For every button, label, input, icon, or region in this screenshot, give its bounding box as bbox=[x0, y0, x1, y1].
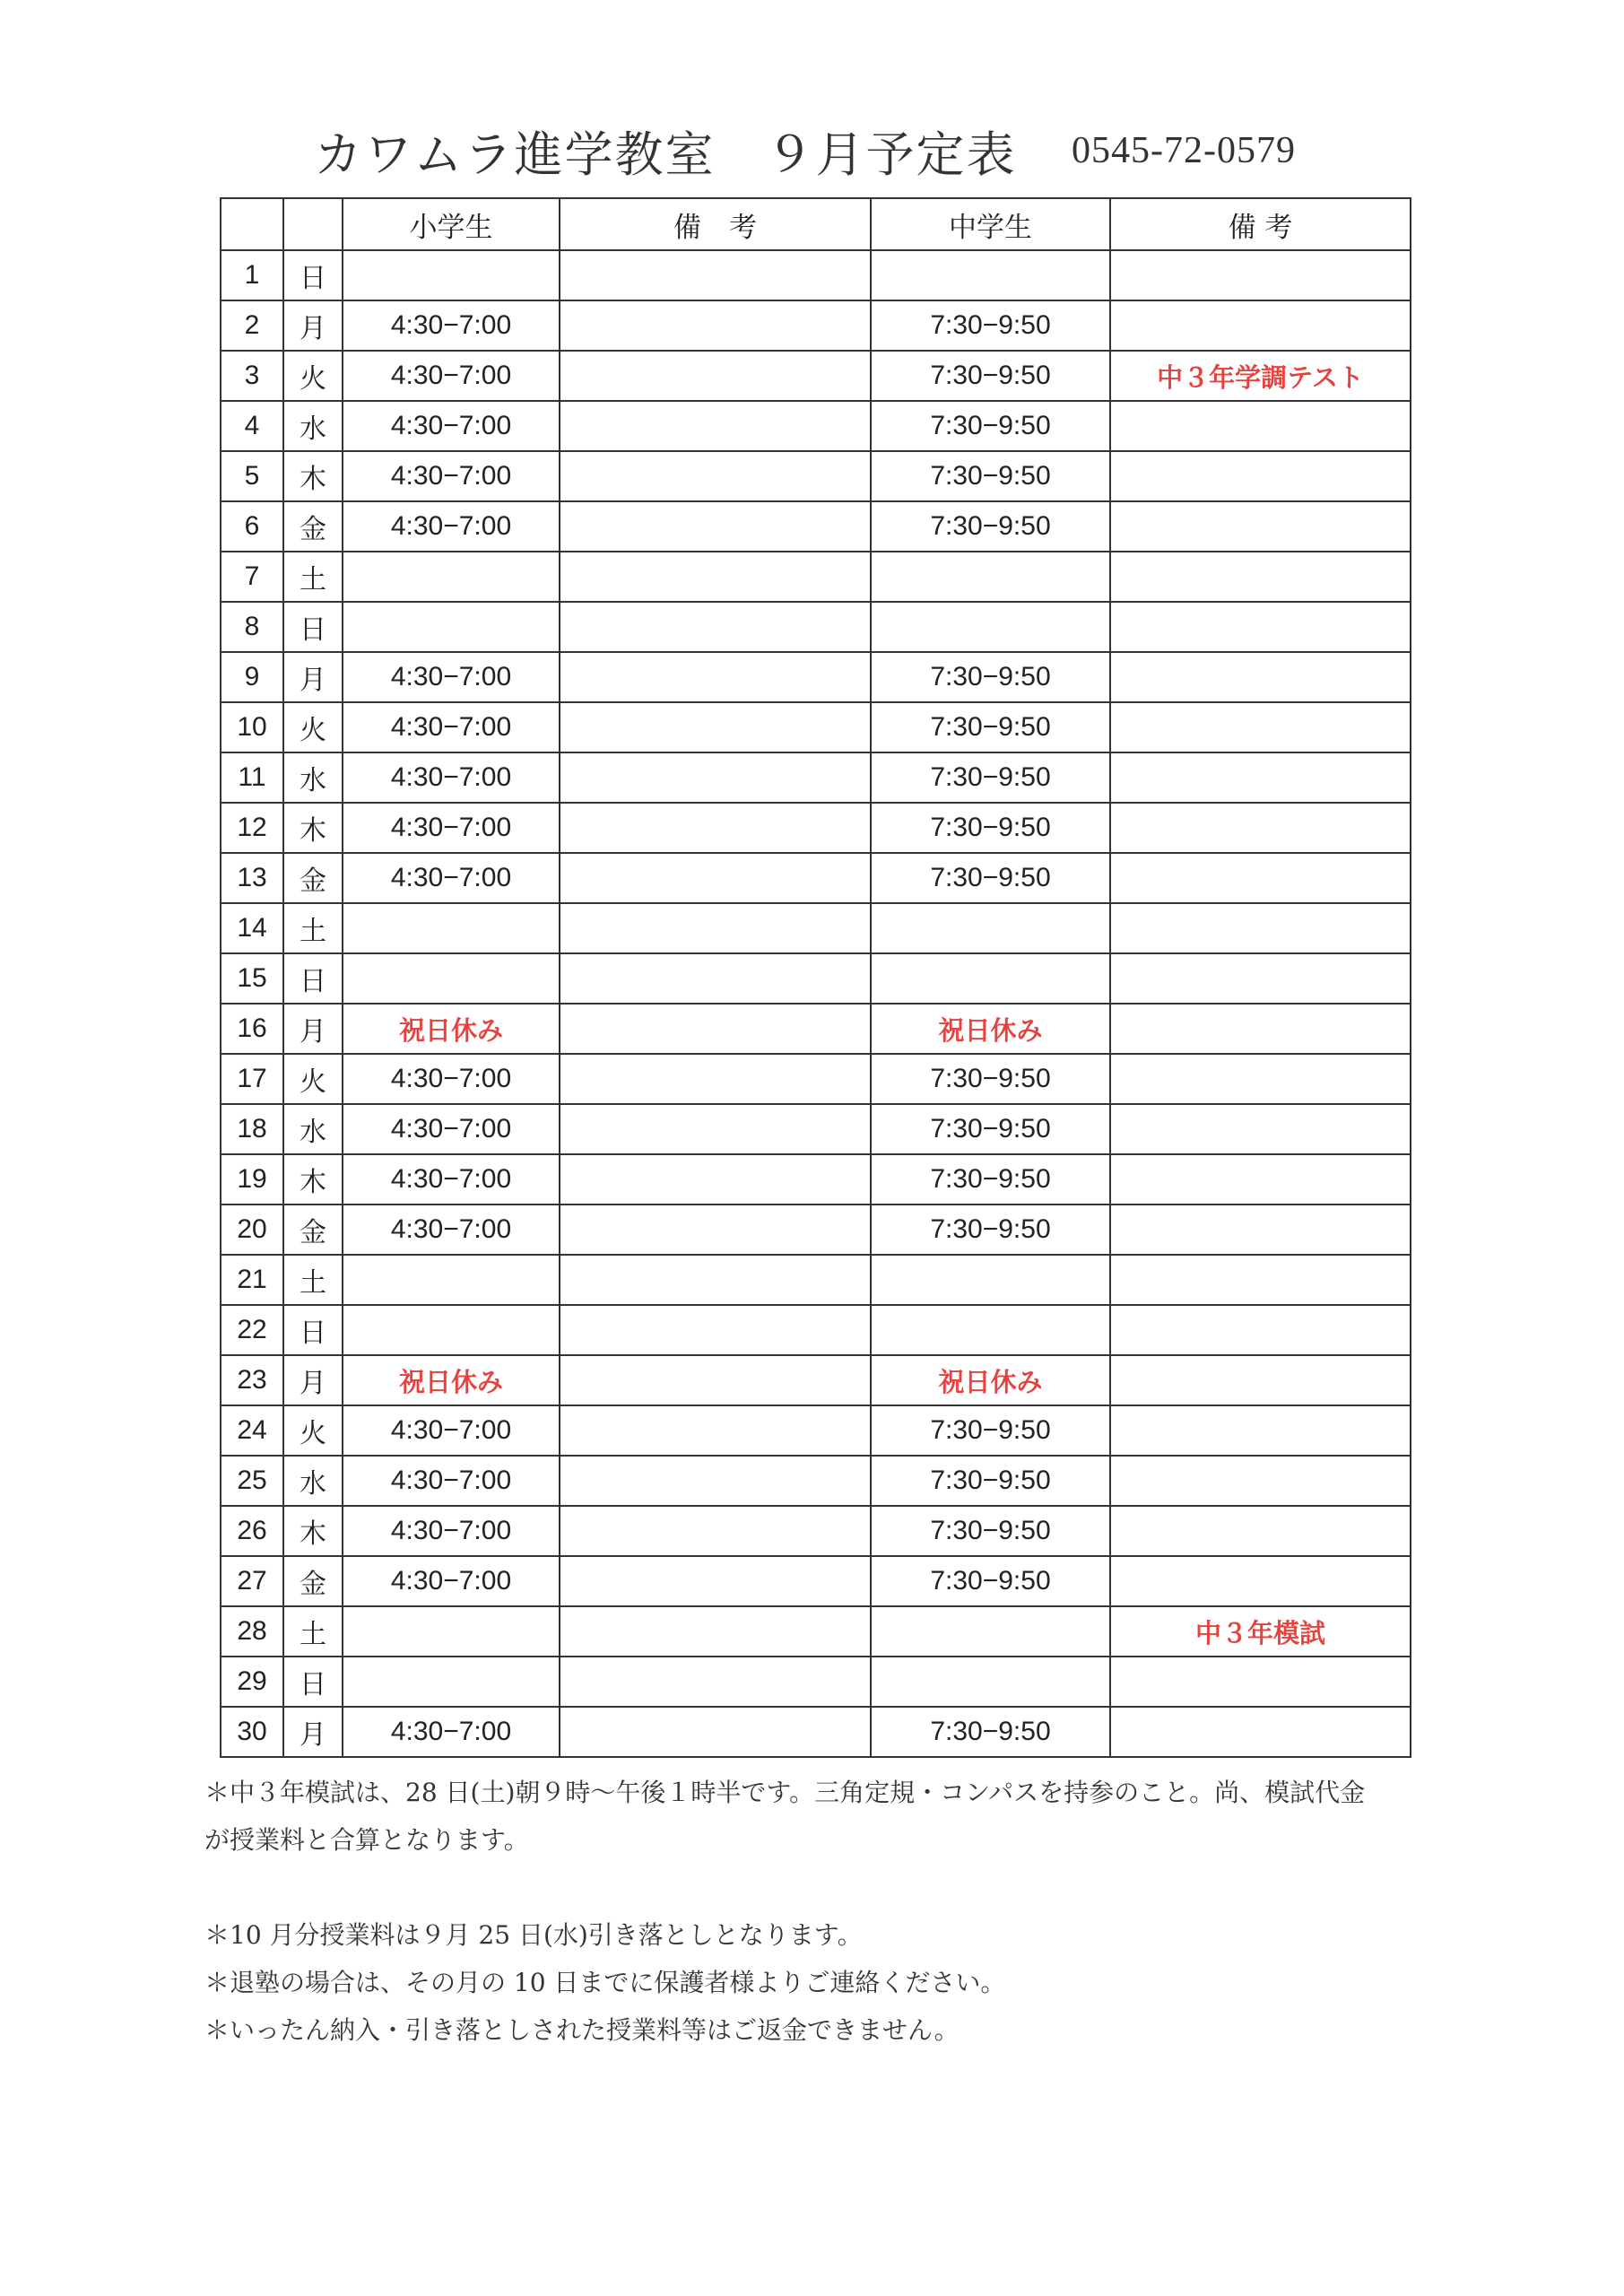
middle-note-cell bbox=[1110, 1104, 1411, 1154]
weekday-cell: 火 bbox=[283, 351, 343, 401]
elementary-note-cell bbox=[560, 1506, 871, 1556]
date-cell: 16 bbox=[221, 1004, 283, 1054]
elementary-note-cell bbox=[560, 1456, 871, 1506]
elementary-note-cell bbox=[560, 351, 871, 401]
weekday-cell: 金 bbox=[283, 853, 343, 903]
middle-time-cell: 7:30−9:50 bbox=[871, 351, 1110, 401]
date-cell: 9 bbox=[221, 652, 283, 702]
elementary-time-cell: 祝日休み bbox=[343, 1355, 560, 1405]
elementary-time-cell: 4:30−7:00 bbox=[343, 401, 560, 451]
weekday-cell: 土 bbox=[283, 552, 343, 602]
elementary-time-cell: 4:30−7:00 bbox=[343, 501, 560, 552]
date-cell: 11 bbox=[221, 752, 283, 803]
table-row bbox=[221, 602, 1411, 652]
weekday-cell: 日 bbox=[283, 250, 343, 300]
elementary-note-cell bbox=[560, 1707, 871, 1757]
col-header-elementary: 小学生 bbox=[343, 198, 560, 250]
note-mock-exam-cont: が授業料と合算となります。 bbox=[204, 1825, 529, 1855]
schedule-body bbox=[221, 250, 1411, 1757]
elementary-time-cell: 4:30−7:00 bbox=[343, 1405, 560, 1456]
table-row bbox=[221, 1255, 1411, 1305]
date-cell: 26 bbox=[221, 1506, 283, 1556]
middle-note-cell bbox=[1110, 501, 1411, 552]
table-row bbox=[221, 1154, 1411, 1205]
table-row bbox=[221, 1606, 1411, 1657]
weekday-cell: 木 bbox=[283, 1506, 343, 1556]
date-cell: 28 bbox=[221, 1606, 283, 1657]
middle-time-cell: 7:30−9:50 bbox=[871, 803, 1110, 853]
middle-note-cell bbox=[1110, 1054, 1411, 1104]
middle-note-cell bbox=[1110, 652, 1411, 702]
table-row bbox=[221, 1355, 1411, 1405]
middle-note-cell bbox=[1110, 1556, 1411, 1606]
table-row bbox=[221, 752, 1411, 803]
table-row bbox=[221, 702, 1411, 752]
page-title: カワムラ進学教室 ９月予定表 bbox=[314, 126, 1017, 183]
middle-time-cell bbox=[871, 250, 1110, 300]
date-cell: 8 bbox=[221, 602, 283, 652]
elementary-time-cell: 4:30−7:00 bbox=[343, 1104, 560, 1154]
table-row bbox=[221, 552, 1411, 602]
middle-time-cell: 7:30−9:50 bbox=[871, 1556, 1110, 1606]
middle-time-cell: 7:30−9:50 bbox=[871, 401, 1110, 451]
date-cell: 25 bbox=[221, 1456, 283, 1506]
middle-time-cell bbox=[871, 1657, 1110, 1707]
col-header-elementary-notes: 備 考 bbox=[560, 198, 871, 250]
middle-time-cell: 7:30−9:50 bbox=[871, 1456, 1110, 1506]
date-cell: 29 bbox=[221, 1657, 283, 1707]
elementary-note-cell bbox=[560, 501, 871, 552]
table-row bbox=[221, 1004, 1411, 1054]
elementary-note-cell bbox=[560, 552, 871, 602]
date-cell: 1 bbox=[221, 250, 283, 300]
table-row bbox=[221, 1405, 1411, 1456]
weekday-cell: 水 bbox=[283, 401, 343, 451]
date-cell: 20 bbox=[221, 1205, 283, 1255]
table-row bbox=[221, 1054, 1411, 1104]
elementary-note-cell bbox=[560, 752, 871, 803]
middle-note-cell bbox=[1110, 1255, 1411, 1305]
middle-note-cell bbox=[1110, 702, 1411, 752]
elementary-time-cell bbox=[343, 1255, 560, 1305]
middle-time-cell bbox=[871, 602, 1110, 652]
elementary-time-cell: 4:30−7:00 bbox=[343, 300, 560, 351]
middle-note-cell bbox=[1110, 1355, 1411, 1405]
middle-time-cell bbox=[871, 903, 1110, 953]
table-row bbox=[221, 250, 1411, 300]
middle-note-cell bbox=[1110, 853, 1411, 903]
table-row bbox=[221, 853, 1411, 903]
middle-time-cell: 7:30−9:50 bbox=[871, 1205, 1110, 1255]
middle-time-cell: 7:30−9:50 bbox=[871, 1506, 1110, 1556]
weekday-cell: 土 bbox=[283, 1255, 343, 1305]
date-cell: 3 bbox=[221, 351, 283, 401]
middle-note-cell bbox=[1110, 1305, 1411, 1355]
elementary-time-cell: 4:30−7:00 bbox=[343, 451, 560, 501]
middle-note-cell: 中３年模試 bbox=[1110, 1606, 1411, 1657]
col-header-date bbox=[221, 198, 283, 250]
middle-time-cell bbox=[871, 1606, 1110, 1657]
elementary-time-cell: 4:30−7:00 bbox=[343, 803, 560, 853]
table-row bbox=[221, 953, 1411, 1004]
middle-note-cell bbox=[1110, 1657, 1411, 1707]
weekday-cell: 日 bbox=[283, 953, 343, 1004]
middle-time-cell bbox=[871, 1305, 1110, 1355]
table-row bbox=[221, 1104, 1411, 1154]
middle-note-cell bbox=[1110, 752, 1411, 803]
middle-note-cell bbox=[1110, 300, 1411, 351]
elementary-note-cell bbox=[560, 401, 871, 451]
elementary-time-cell: 4:30−7:00 bbox=[343, 652, 560, 702]
table-row bbox=[221, 300, 1411, 351]
date-cell: 30 bbox=[221, 1707, 283, 1757]
middle-note-cell bbox=[1110, 1456, 1411, 1506]
elementary-time-cell: 4:30−7:00 bbox=[343, 1054, 560, 1104]
weekday-cell: 土 bbox=[283, 1606, 343, 1657]
date-cell: 24 bbox=[221, 1405, 283, 1456]
elementary-time-cell: 4:30−7:00 bbox=[343, 1154, 560, 1205]
weekday-cell: 日 bbox=[283, 602, 343, 652]
middle-time-cell bbox=[871, 953, 1110, 1004]
elementary-note-cell bbox=[560, 1657, 871, 1707]
elementary-note-cell bbox=[560, 1104, 871, 1154]
weekday-cell: 金 bbox=[283, 1205, 343, 1255]
table-row bbox=[221, 1556, 1411, 1606]
elementary-time-cell bbox=[343, 552, 560, 602]
middle-note-cell bbox=[1110, 1154, 1411, 1205]
col-header-middle-notes: 備 考 bbox=[1110, 198, 1411, 250]
note-no-refund: ＊いったん納入・引き落としされた授業料等はご返金できません。 bbox=[204, 2015, 960, 2045]
elementary-time-cell bbox=[343, 602, 560, 652]
middle-time-cell: 祝日休み bbox=[871, 1355, 1110, 1405]
elementary-time-cell: 4:30−7:00 bbox=[343, 1205, 560, 1255]
elementary-time-cell: 4:30−7:00 bbox=[343, 1556, 560, 1606]
schedule-table bbox=[220, 197, 1411, 1758]
middle-note-cell bbox=[1110, 602, 1411, 652]
middle-time-cell: 7:30−9:50 bbox=[871, 752, 1110, 803]
note-mock-exam: ＊中３年模試は、28 日(土)朝９時～午後１時半です。三角定規・コンパスを持参のこと。尚、模試代金 bbox=[204, 1778, 1366, 1807]
weekday-cell: 木 bbox=[283, 1154, 343, 1205]
date-cell: 27 bbox=[221, 1556, 283, 1606]
weekday-cell: 日 bbox=[283, 1657, 343, 1707]
date-cell: 2 bbox=[221, 300, 283, 351]
date-cell: 17 bbox=[221, 1054, 283, 1104]
phone-number: 0545-72-0579 bbox=[1072, 130, 1296, 171]
middle-note-cell bbox=[1110, 250, 1411, 300]
middle-note-cell bbox=[1110, 401, 1411, 451]
elementary-time-cell: 祝日休み bbox=[343, 1004, 560, 1054]
weekday-cell: 火 bbox=[283, 1405, 343, 1456]
middle-time-cell bbox=[871, 552, 1110, 602]
elementary-note-cell bbox=[560, 652, 871, 702]
table-row bbox=[221, 1657, 1411, 1707]
elementary-time-cell bbox=[343, 903, 560, 953]
elementary-note-cell bbox=[560, 451, 871, 501]
elementary-note-cell bbox=[560, 1054, 871, 1104]
middle-note-cell bbox=[1110, 1004, 1411, 1054]
weekday-cell: 金 bbox=[283, 1556, 343, 1606]
middle-time-cell: 7:30−9:50 bbox=[871, 451, 1110, 501]
elementary-time-cell: 4:30−7:00 bbox=[343, 853, 560, 903]
weekday-cell: 火 bbox=[283, 1054, 343, 1104]
elementary-time-cell: 4:30−7:00 bbox=[343, 702, 560, 752]
middle-time-cell: 7:30−9:50 bbox=[871, 702, 1110, 752]
elementary-time-cell: 4:30−7:00 bbox=[343, 752, 560, 803]
middle-note-cell bbox=[1110, 903, 1411, 953]
middle-note-cell bbox=[1110, 1405, 1411, 1456]
middle-time-cell: 7:30−9:50 bbox=[871, 1154, 1110, 1205]
col-header-weekday bbox=[283, 198, 343, 250]
date-cell: 21 bbox=[221, 1255, 283, 1305]
table-row bbox=[221, 803, 1411, 853]
col-header-middle-school: 中学生 bbox=[871, 198, 1110, 250]
elementary-note-cell bbox=[560, 1606, 871, 1657]
weekday-cell: 水 bbox=[283, 752, 343, 803]
elementary-note-cell bbox=[560, 1255, 871, 1305]
weekday-cell: 火 bbox=[283, 702, 343, 752]
weekday-cell: 月 bbox=[283, 652, 343, 702]
weekday-cell: 月 bbox=[283, 1355, 343, 1405]
weekday-cell: 土 bbox=[283, 903, 343, 953]
elementary-note-cell bbox=[560, 702, 871, 752]
middle-time-cell bbox=[871, 1255, 1110, 1305]
weekday-cell: 水 bbox=[283, 1104, 343, 1154]
table-row bbox=[221, 652, 1411, 702]
page-header bbox=[0, 117, 1624, 197]
elementary-note-cell bbox=[560, 602, 871, 652]
weekday-cell: 日 bbox=[283, 1305, 343, 1355]
table-row bbox=[221, 1707, 1411, 1757]
date-cell: 13 bbox=[221, 853, 283, 903]
middle-time-cell: 7:30−9:50 bbox=[871, 1707, 1110, 1757]
table-row bbox=[221, 1305, 1411, 1355]
elementary-note-cell bbox=[560, 803, 871, 853]
elementary-note-cell bbox=[560, 1205, 871, 1255]
weekday-cell: 月 bbox=[283, 300, 343, 351]
elementary-time-cell: 4:30−7:00 bbox=[343, 1707, 560, 1757]
middle-time-cell: 7:30−9:50 bbox=[871, 1054, 1110, 1104]
elementary-note-cell bbox=[560, 1004, 871, 1054]
middle-note-cell bbox=[1110, 552, 1411, 602]
note-tuition-debit: ＊10 月分授業料は９月 25 日(水)引き落としとなります。 bbox=[204, 1920, 863, 1950]
elementary-time-cell bbox=[343, 1305, 560, 1355]
table-row bbox=[221, 451, 1411, 501]
weekday-cell: 月 bbox=[283, 1004, 343, 1054]
weekday-cell: 水 bbox=[283, 1456, 343, 1506]
weekday-cell: 木 bbox=[283, 451, 343, 501]
date-cell: 10 bbox=[221, 702, 283, 752]
middle-time-cell: 7:30−9:50 bbox=[871, 652, 1110, 702]
table-row bbox=[221, 1456, 1411, 1506]
date-cell: 5 bbox=[221, 451, 283, 501]
table-row bbox=[221, 501, 1411, 552]
middle-time-cell: 7:30−9:50 bbox=[871, 300, 1110, 351]
date-cell: 19 bbox=[221, 1154, 283, 1205]
middle-time-cell: 7:30−9:50 bbox=[871, 1104, 1110, 1154]
date-cell: 6 bbox=[221, 501, 283, 552]
date-cell: 4 bbox=[221, 401, 283, 451]
weekday-cell: 木 bbox=[283, 803, 343, 853]
middle-note-cell bbox=[1110, 953, 1411, 1004]
table-row bbox=[221, 401, 1411, 451]
middle-note-cell: 中３年学調テスト bbox=[1110, 351, 1411, 401]
middle-time-cell: 7:30−9:50 bbox=[871, 853, 1110, 903]
date-cell: 7 bbox=[221, 552, 283, 602]
middle-time-cell: 7:30−9:50 bbox=[871, 501, 1110, 552]
table-row bbox=[221, 903, 1411, 953]
weekday-cell: 金 bbox=[283, 501, 343, 552]
date-cell: 18 bbox=[221, 1104, 283, 1154]
table-header-row bbox=[221, 198, 1411, 250]
middle-note-cell bbox=[1110, 1205, 1411, 1255]
middle-note-cell bbox=[1110, 451, 1411, 501]
elementary-note-cell bbox=[560, 903, 871, 953]
middle-time-cell: 祝日休み bbox=[871, 1004, 1110, 1054]
date-cell: 12 bbox=[221, 803, 283, 853]
elementary-note-cell bbox=[560, 1305, 871, 1355]
elementary-time-cell bbox=[343, 1606, 560, 1657]
elementary-note-cell bbox=[560, 300, 871, 351]
note-withdrawal: ＊退塾の場合は、その月の 10 日までに保護者様よりご連絡ください。 bbox=[204, 1968, 1006, 1997]
elementary-note-cell bbox=[560, 250, 871, 300]
elementary-time-cell bbox=[343, 1657, 560, 1707]
middle-note-cell bbox=[1110, 1506, 1411, 1556]
elementary-time-cell: 4:30−7:00 bbox=[343, 1506, 560, 1556]
elementary-note-cell bbox=[560, 953, 871, 1004]
elementary-note-cell bbox=[560, 1405, 871, 1456]
elementary-time-cell bbox=[343, 250, 560, 300]
middle-note-cell bbox=[1110, 803, 1411, 853]
date-cell: 15 bbox=[221, 953, 283, 1004]
elementary-note-cell bbox=[560, 1355, 871, 1405]
elementary-time-cell: 4:30−7:00 bbox=[343, 351, 560, 401]
middle-note-cell bbox=[1110, 1707, 1411, 1757]
table-row bbox=[221, 1506, 1411, 1556]
footer-notes bbox=[204, 1769, 1532, 2054]
elementary-note-cell bbox=[560, 1154, 871, 1205]
elementary-time-cell: 4:30−7:00 bbox=[343, 1456, 560, 1506]
table-row bbox=[221, 351, 1411, 401]
elementary-note-cell bbox=[560, 1556, 871, 1606]
middle-time-cell: 7:30−9:50 bbox=[871, 1405, 1110, 1456]
weekday-cell: 月 bbox=[283, 1707, 343, 1757]
date-cell: 14 bbox=[221, 903, 283, 953]
table-row bbox=[221, 1205, 1411, 1255]
elementary-note-cell bbox=[560, 853, 871, 903]
date-cell: 22 bbox=[221, 1305, 283, 1355]
date-cell: 23 bbox=[221, 1355, 283, 1405]
elementary-time-cell bbox=[343, 953, 560, 1004]
